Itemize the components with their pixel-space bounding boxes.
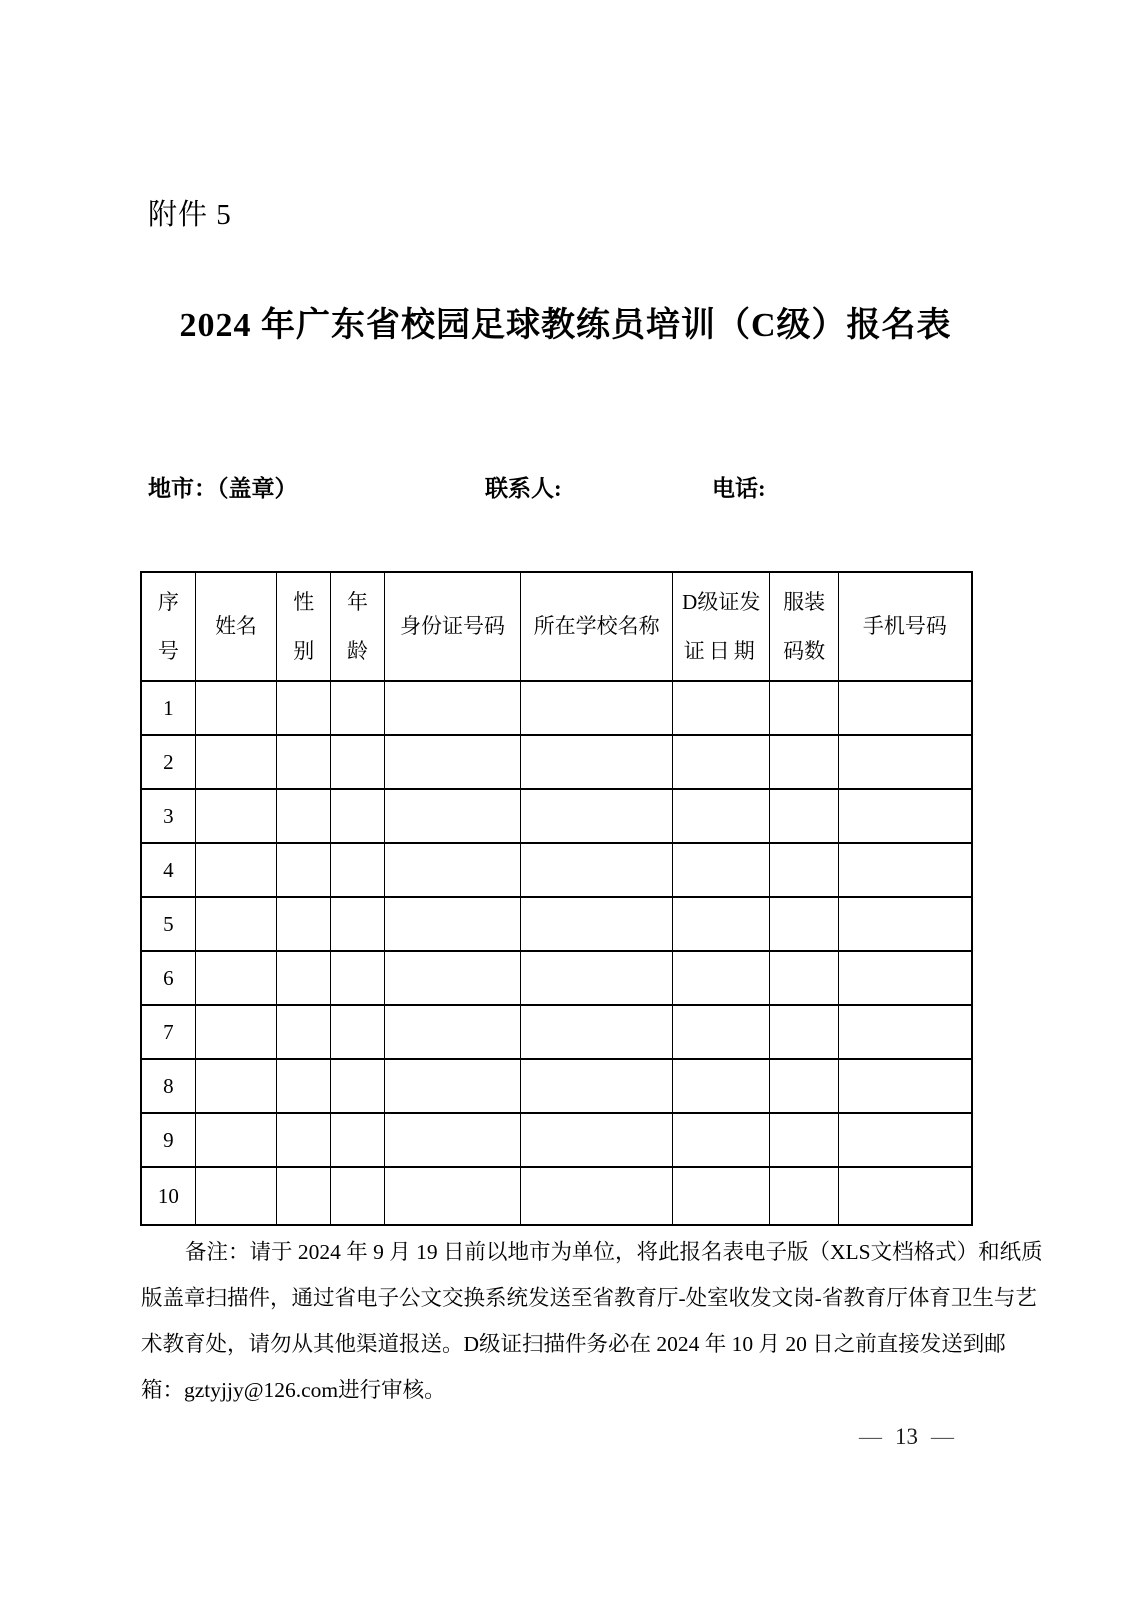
col-header-serial <box>141 572 195 681</box>
empty-cell <box>521 735 673 789</box>
empty-cell <box>770 951 838 1005</box>
contact-person-label: 联系人: <box>485 476 562 501</box>
col-header-clothing-line1: 服装 <box>783 589 826 614</box>
empty-cell <box>838 1113 972 1167</box>
empty-cell <box>384 789 521 843</box>
info-line <box>0 470 1131 506</box>
row-number: 4 <box>141 843 195 897</box>
empty-cell <box>838 951 972 1005</box>
col-header-d-cert-line2: 证日期 <box>683 638 759 663</box>
empty-cell <box>331 897 384 951</box>
empty-cell <box>521 1167 673 1225</box>
page-number-left-dash: — <box>859 1424 882 1449</box>
col-header-id-number: 身份证号码 <box>384 572 521 681</box>
registration-table <box>140 571 973 1226</box>
empty-cell <box>521 1059 673 1113</box>
col-header-serial-line2: 号 <box>157 638 179 663</box>
row-number: 9 <box>141 1113 195 1167</box>
col-header-age-line2: 龄 <box>347 638 369 663</box>
empty-cell <box>838 789 972 843</box>
col-header-gender <box>277 572 331 681</box>
table-row <box>141 1167 972 1225</box>
city-stamp-label: 地市：（盖章） <box>148 476 298 501</box>
col-header-d-cert-date <box>673 572 770 681</box>
empty-cell <box>673 897 770 951</box>
empty-cell <box>521 1113 673 1167</box>
note-line-1: 备注：请于 2024 年 9 月 19 日前以地市为单位，将此报名表电子版（XLS文档格式）和纸质 <box>185 1240 1043 1264</box>
empty-cell <box>521 951 673 1005</box>
empty-cell <box>195 1059 276 1113</box>
empty-cell <box>838 1005 972 1059</box>
page-number-value: 13 <box>895 1424 918 1449</box>
empty-cell <box>673 789 770 843</box>
note-line-2: 版盖章扫描件，通过省电子公文交换系统发送至省教育厅-处室收发文岗-省教育厅体育卫生与艺 <box>141 1286 1037 1310</box>
empty-cell <box>673 1167 770 1225</box>
empty-cell <box>673 951 770 1005</box>
empty-cell <box>384 897 521 951</box>
page-number-right-dash: — <box>931 1424 954 1449</box>
table-header-row <box>141 572 972 681</box>
empty-cell <box>331 843 384 897</box>
col-header-mobile: 手机号码 <box>838 572 972 681</box>
empty-cell <box>331 1167 384 1225</box>
empty-cell <box>331 735 384 789</box>
empty-cell <box>770 681 838 735</box>
col-header-d-cert-line1: D级证发 <box>682 589 761 614</box>
table-row <box>141 681 972 735</box>
empty-cell <box>521 789 673 843</box>
empty-cell <box>673 843 770 897</box>
empty-cell <box>384 1113 521 1167</box>
empty-cell <box>838 735 972 789</box>
empty-cell <box>331 1059 384 1113</box>
empty-cell <box>277 951 331 1005</box>
empty-cell <box>673 1059 770 1113</box>
empty-cell <box>331 681 384 735</box>
col-header-school: 所在学校名称 <box>521 572 673 681</box>
empty-cell <box>195 843 276 897</box>
note-line-3: 术教育处，请勿从其他渠道报送。D级证扫描件务必在 2024 年 10 月 20 日之前直接发送到邮 <box>141 1332 1006 1356</box>
table-row <box>141 897 972 951</box>
col-header-clothing-size <box>770 572 838 681</box>
empty-cell <box>673 735 770 789</box>
col-header-clothing-line2: 码数 <box>783 638 826 663</box>
empty-cell <box>384 1059 521 1113</box>
table-row <box>141 735 972 789</box>
empty-cell <box>770 1167 838 1225</box>
row-number: 6 <box>141 951 195 1005</box>
empty-cell <box>331 1113 384 1167</box>
empty-cell <box>770 735 838 789</box>
empty-cell <box>673 1005 770 1059</box>
col-header-serial-line1: 序 <box>157 589 179 614</box>
empty-cell <box>384 1005 521 1059</box>
row-number: 1 <box>141 681 195 735</box>
empty-cell <box>277 1059 331 1113</box>
row-number: 2 <box>141 735 195 789</box>
empty-cell <box>195 897 276 951</box>
table-row <box>141 789 972 843</box>
empty-cell <box>521 681 673 735</box>
row-number: 8 <box>141 1059 195 1113</box>
col-header-age-line1: 年 <box>347 589 369 614</box>
empty-cell <box>384 951 521 1005</box>
empty-cell <box>277 1005 331 1059</box>
empty-cell <box>521 843 673 897</box>
col-header-age <box>331 572 384 681</box>
remarks-note <box>141 1229 1043 1413</box>
page-number <box>846 1424 967 1450</box>
row-number: 3 <box>141 789 195 843</box>
empty-cell <box>277 1113 331 1167</box>
empty-cell <box>770 1113 838 1167</box>
empty-cell <box>195 735 276 789</box>
empty-cell <box>331 1005 384 1059</box>
empty-cell <box>195 1167 276 1225</box>
empty-cell <box>331 789 384 843</box>
phone-label: 电话: <box>712 476 766 501</box>
empty-cell <box>195 1005 276 1059</box>
empty-cell <box>384 843 521 897</box>
empty-cell <box>195 789 276 843</box>
empty-cell <box>838 897 972 951</box>
empty-cell <box>838 681 972 735</box>
row-number: 5 <box>141 897 195 951</box>
attachment-label: 附件 5 <box>148 199 232 231</box>
table-row <box>141 1059 972 1113</box>
empty-cell <box>384 1167 521 1225</box>
empty-cell <box>770 1059 838 1113</box>
empty-cell <box>384 735 521 789</box>
note-line-4: 箱：gztyjjy@126.com进行审核。 <box>141 1378 446 1402</box>
empty-cell <box>770 789 838 843</box>
empty-cell <box>521 1005 673 1059</box>
empty-cell <box>277 789 331 843</box>
empty-cell <box>770 897 838 951</box>
table-row <box>141 1113 972 1167</box>
empty-cell <box>195 681 276 735</box>
empty-cell <box>195 951 276 1005</box>
empty-cell <box>277 897 331 951</box>
empty-cell <box>838 1059 972 1113</box>
empty-cell <box>770 843 838 897</box>
empty-cell <box>195 1113 276 1167</box>
empty-cell <box>277 735 331 789</box>
empty-cell <box>673 1113 770 1167</box>
row-number: 7 <box>141 1005 195 1059</box>
empty-cell <box>521 897 673 951</box>
page-title: 2024 年广东省校园足球教练员培训（C级）报名表 <box>179 307 952 344</box>
empty-cell <box>277 1167 331 1225</box>
empty-cell <box>673 681 770 735</box>
empty-cell <box>838 1167 972 1225</box>
empty-cell <box>331 951 384 1005</box>
col-header-name: 姓名 <box>195 572 276 681</box>
empty-cell <box>770 1005 838 1059</box>
table-row <box>141 1005 972 1059</box>
empty-cell <box>838 843 972 897</box>
empty-cell <box>277 843 331 897</box>
table-row <box>141 843 972 897</box>
row-number: 10 <box>141 1167 195 1225</box>
col-header-gender-line2: 别 <box>293 638 315 663</box>
empty-cell <box>277 681 331 735</box>
empty-cell <box>384 681 521 735</box>
table-row <box>141 951 972 1005</box>
col-header-gender-line1: 性 <box>293 589 315 614</box>
